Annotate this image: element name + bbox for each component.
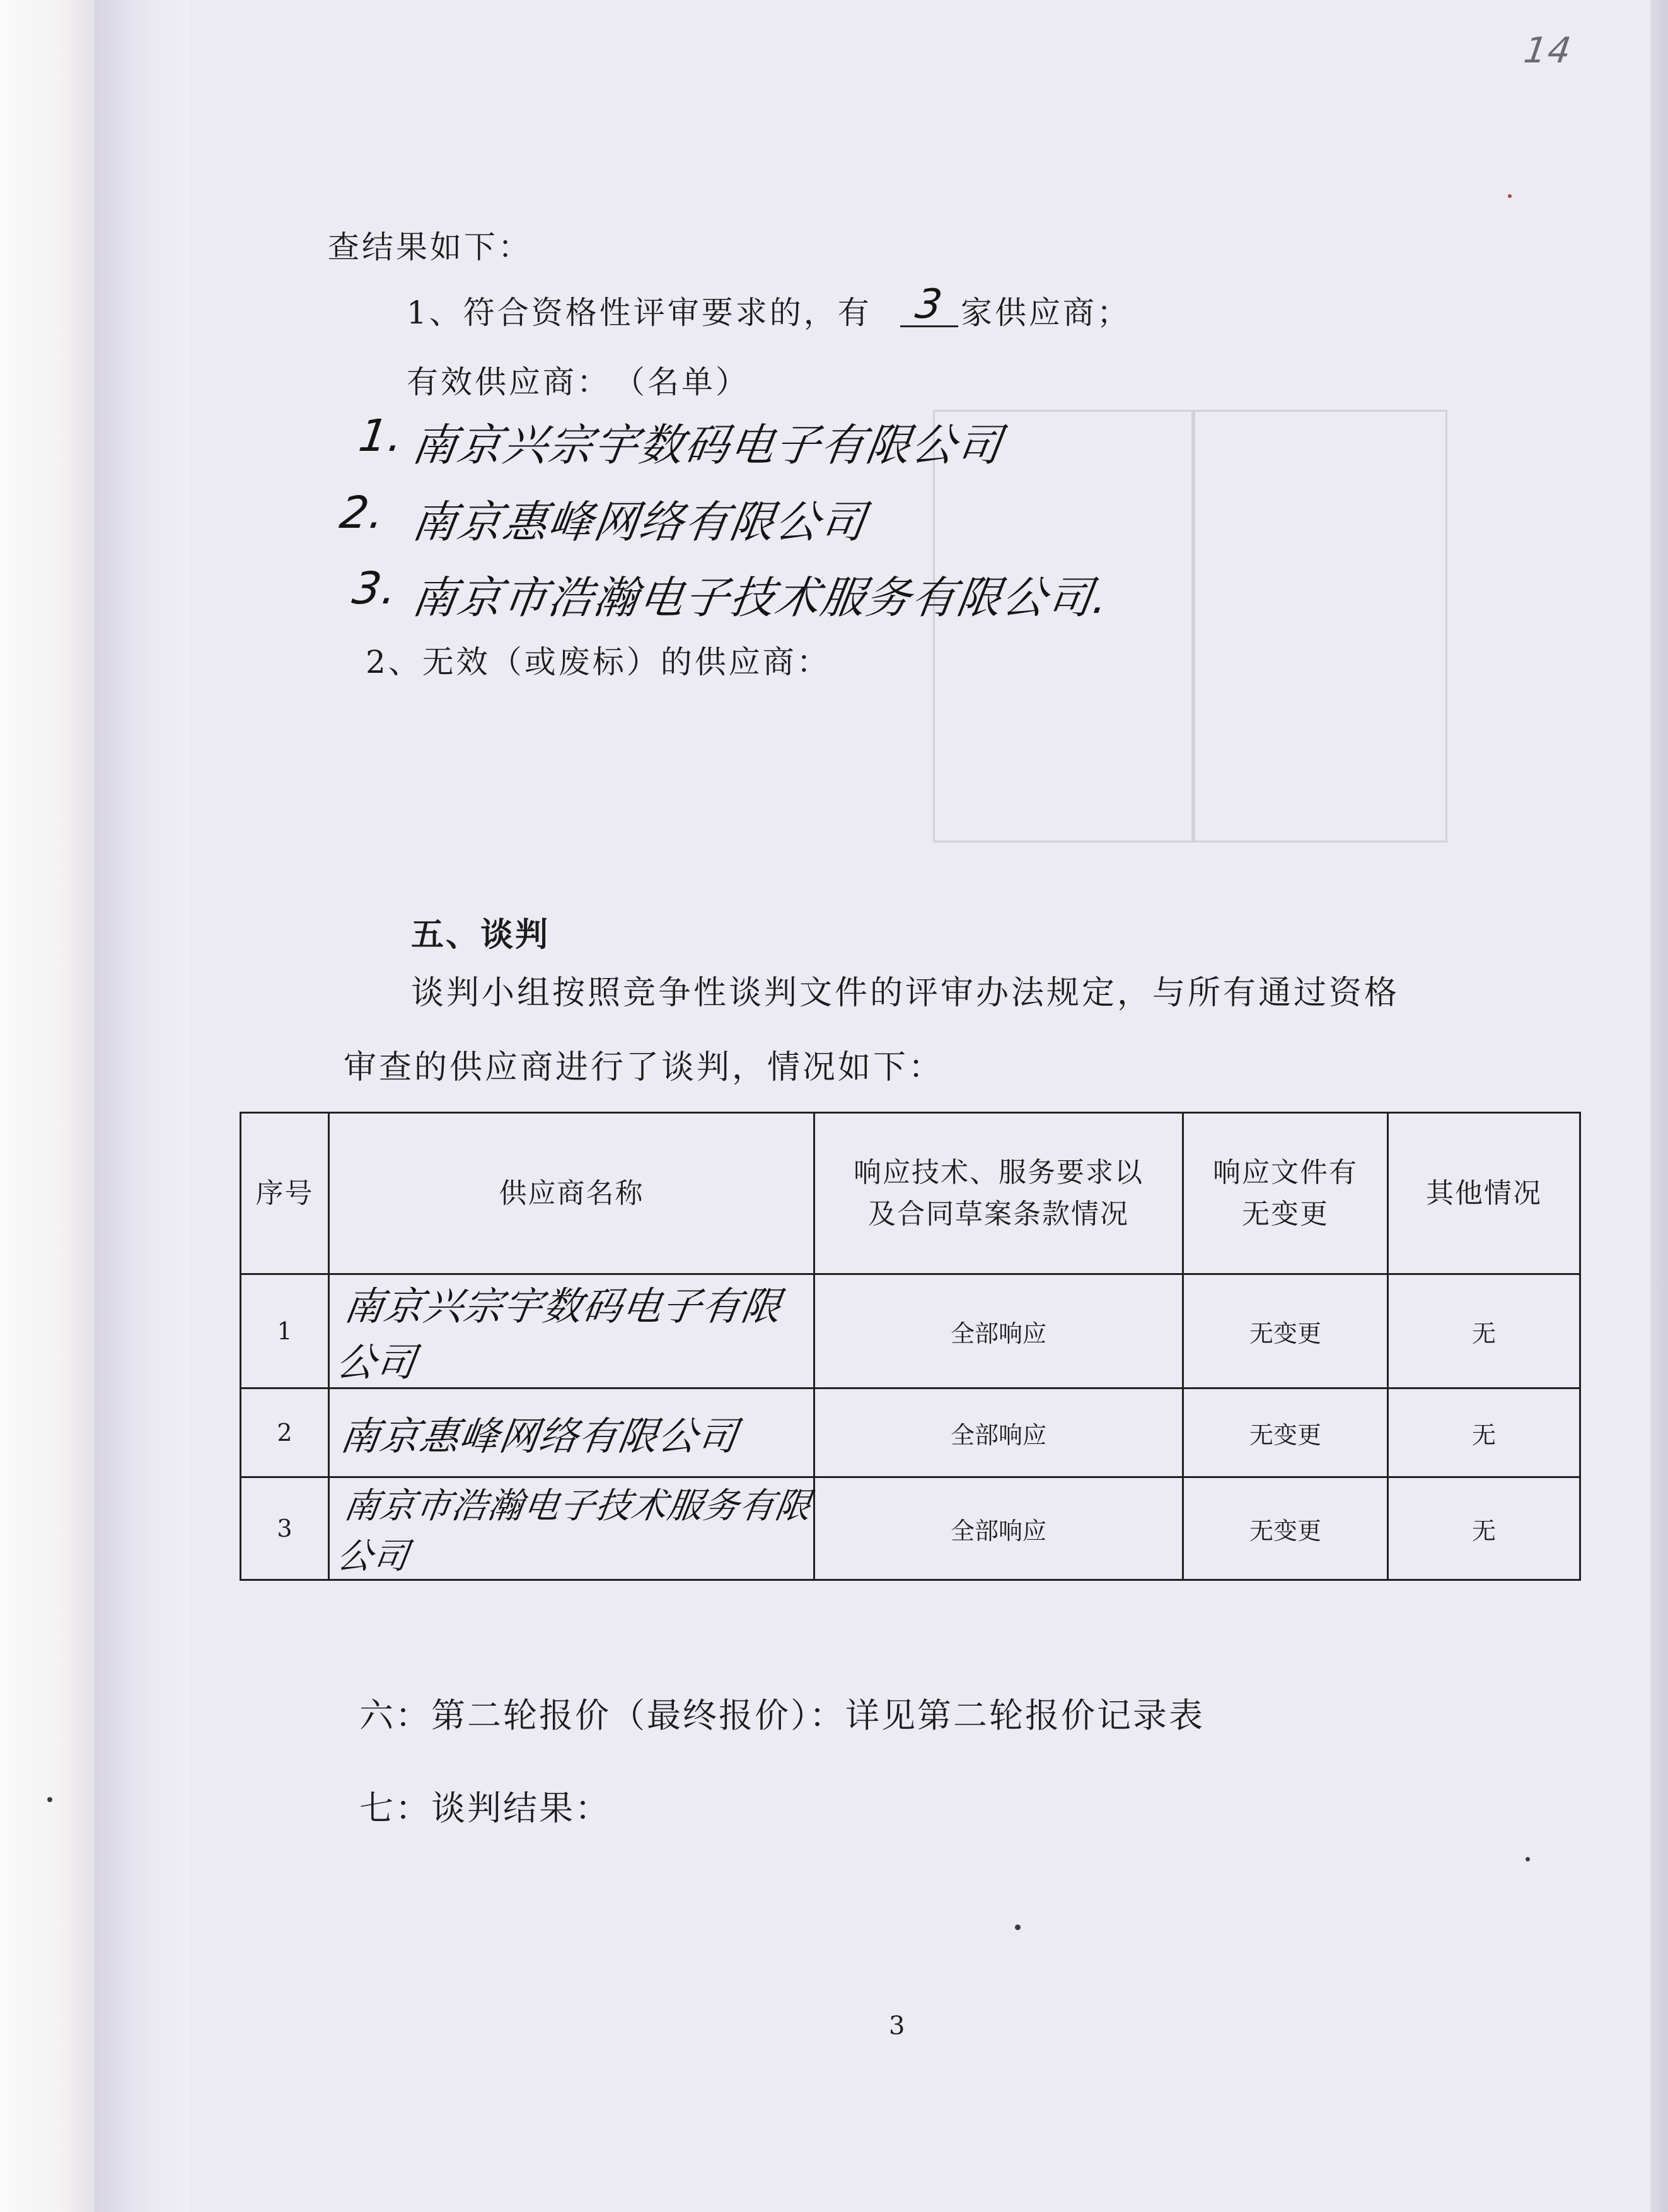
section5-paragraph-line2: 审查的供应商进行了谈判，情况如下： <box>344 1049 944 1086</box>
header-other: 其他情况 <box>1388 1113 1580 1274</box>
page-number: 3 <box>889 2011 905 2040</box>
row-supplier-cell <box>329 1388 814 1477</box>
table-row <box>241 1388 1580 1477</box>
row-response: 全部响应 <box>814 1388 1183 1477</box>
row-supplier-name: 南京惠峰网络有限公司 <box>337 1412 741 1459</box>
row-other: 无 <box>1388 1388 1580 1477</box>
supplier-name-3: 南京市浩瀚电子技术服务有限公司. <box>408 572 1113 624</box>
page-right-edge <box>1650 0 1668 2212</box>
intro-text: 查结果如下： <box>328 229 532 265</box>
row-other: 无 <box>1388 1274 1580 1388</box>
table-row <box>241 1274 1580 1388</box>
section5-title: 五、谈判 <box>411 916 550 954</box>
row-change: 无变更 <box>1183 1477 1388 1580</box>
header-change-text: 响应文件有无变更 <box>1213 1156 1358 1230</box>
scan-left-edge <box>0 0 95 2212</box>
header-seq: 序号 <box>241 1113 329 1274</box>
row-response: 全部响应 <box>814 1274 1183 1388</box>
supplier-name-2: 南京惠峰网络有限公司 <box>408 496 870 548</box>
table-header-row <box>241 1113 1580 1274</box>
section6-text: 六：第二轮报价（最终报价）：详见第二轮报价记录表 <box>359 1696 1205 1735</box>
header-response-text: 响应技术、服务要求以及合同草案条款情况 <box>854 1156 1144 1230</box>
scan-speck <box>1015 1924 1021 1930</box>
header-change <box>1183 1113 1388 1274</box>
scan-shadow <box>95 0 189 2212</box>
supplier-index-3: 3. <box>349 562 402 614</box>
row-no: 1 <box>241 1274 329 1388</box>
supplier-name-1: 南京兴宗宇数码电子有限公司 <box>408 419 1006 471</box>
qualified-count: 3 <box>912 281 946 328</box>
row-change: 无变更 <box>1183 1388 1388 1477</box>
row-supplier-cell <box>329 1477 814 1580</box>
invalid-suppliers-label: 2、无效（或废标）的供应商： <box>366 644 831 680</box>
negotiation-table <box>240 1112 1581 1581</box>
qualified-prefix: 1、符合资格性评审要求的，有 <box>407 294 872 331</box>
header-response <box>814 1113 1183 1274</box>
bleed-through-table <box>933 410 1447 842</box>
supplier-index-2: 2. <box>337 487 389 538</box>
bleed-through-table-divider <box>1191 410 1195 842</box>
valid-list-label: 有效供应商： （名单） <box>407 364 750 400</box>
scan-speck <box>1526 1857 1530 1861</box>
row-supplier-name: 南京兴宗宇数码电子有限公司 <box>333 1283 785 1385</box>
scan-speck <box>47 1797 52 1802</box>
qualified-count-blank <box>900 281 958 327</box>
section7-text: 七：谈判结果： <box>359 1788 611 1828</box>
corner-page-mark: 14 <box>1521 30 1575 71</box>
row-supplier-cell <box>329 1274 814 1388</box>
header-supplier-name: 供应商名称 <box>329 1113 814 1274</box>
supplier-index-1: 1. <box>356 410 408 462</box>
row-other: 无 <box>1388 1477 1580 1580</box>
row-response: 全部响应 <box>814 1477 1183 1580</box>
section5-paragraph-line1: 谈判小组按照竞争性谈判文件的评审办法规定，与所有通过资格 <box>411 974 1400 1012</box>
row-no: 3 <box>241 1477 329 1580</box>
row-supplier-name: 南京市浩瀚电子技术服务有限公司 <box>334 1486 814 1577</box>
qualified-suffix: 家供应商； <box>961 294 1131 331</box>
row-no: 2 <box>241 1388 329 1477</box>
table-row <box>241 1477 1580 1580</box>
row-change: 无变更 <box>1183 1274 1388 1388</box>
scan-speck <box>1508 194 1512 198</box>
